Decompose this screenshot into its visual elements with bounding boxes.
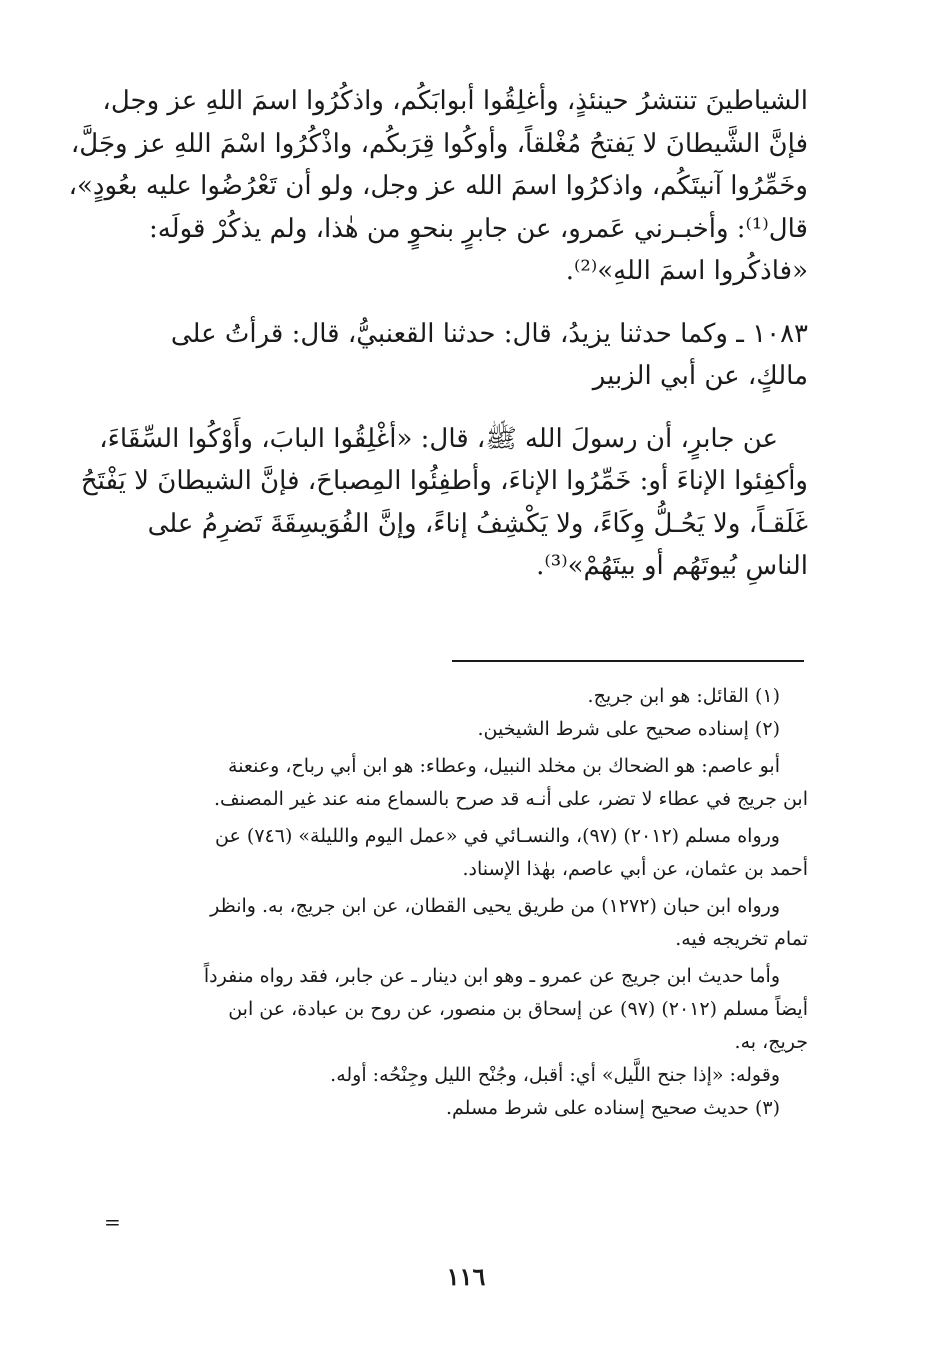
footnote-line: ورواه ابن حبان (١٢٧٢) من طريق يحيى القطان، عن ابن جريج، به. وانظر xyxy=(210,895,780,917)
main-line: الشياطينَ تنتشرُ حينئذٍ، وأغلِقُوا أبوابَكُم، واذكُرُوا اسمَ اللهِ عز وجل، xyxy=(102,86,808,116)
footnote-line: جريج، به. xyxy=(734,1031,808,1053)
main-line: قال⁽¹⁾: وأخبـرني عَمرو، عن جابرٍ بنحوٍ من هٰذا، ولم يذكُرْ قولَه: xyxy=(148,213,808,244)
footnotes xyxy=(100,680,808,1125)
hadith-number-line: مالكٍ، عن أبي الزبير xyxy=(592,361,808,391)
footnote-line: أيضاً مسلم (٢٠١٢) (٩٧) عن إسحاق بن منصور، عن روح بن عبادة، عن ابن xyxy=(228,998,808,1020)
footnote-divider xyxy=(452,660,804,662)
main-line: وخَمِّرُوا آنيتَكُم، واذكرُوا اسمَ الله عز وجل، ولو أن تَعْرُضُوا عليه بعُودٍ»، xyxy=(68,171,808,201)
hadith-number-line: ١٠٨٣ ـ وكما حدثنا يزيدُ، قال: حدثنا القعنبيُّ، قال: قرأتُ على xyxy=(170,318,808,349)
footnote-line: وأما حديث ابن جريج عن عمرو ـ وهو ابن دينار ـ عن جابر، فقد رواه منفرداً xyxy=(203,965,780,987)
hadith-body-line: عن جابرٍ، أن رسولَ الله ﷺ، قال: «أغْلِقُوا البابَ، وأَوْكُوا السِّقَاءَ، xyxy=(99,423,778,454)
footnote-line: أحمد بن عثمان، عن أبي عاصم، بهٰذا الإسناد. xyxy=(462,858,808,880)
footnote-line: (٣) حديث صحيح إسناده على شرط مسلم. xyxy=(445,1097,780,1119)
hadith-body-line: غَلَقـاً، ولا يَحُـلُّ وِكَاءً، ولا يَكْشِفُ إناءً، وإنَّ الفُوَيسِقَةَ تَضرِمُ على xyxy=(147,508,808,539)
footnote-line: ابن جريج في عطاء لا تضر، على أنـه قد صرح بالسماع منه عند غير المصنف. xyxy=(213,788,808,810)
continuation-mark: = xyxy=(104,1210,121,1234)
footnote-line: ورواه مسلم (٢٠١٢) (٩٧)، والنسـائي في «عمل اليوم والليلة» (٧٤٦) عن xyxy=(215,825,780,847)
footnote-line: أبو عاصم: هو الضحاك بن مخلد النبيل، وعطاء: هو ابن أبي رباح، وعنعنة xyxy=(228,755,780,777)
hadith-body-line: وأكفِئوا الإناءَ أو: خَمِّرُوا الإناءَ، وأطفِئُوا المِصباحَ، فإنَّ الشيطانَ لا يَفْتَحُ xyxy=(80,466,808,496)
main-line: «فاذكُروا اسمَ اللهِ»⁽²⁾. xyxy=(565,256,808,286)
page-number: ١١٦ xyxy=(446,1262,486,1291)
footnote-line: (٢) إسناده صحيح على شرط الشيخين. xyxy=(477,718,780,740)
footnote-line: تمام تخريجه فيه. xyxy=(675,928,808,950)
footnote-line: وقوله: «إذا جنح اللَّيل» أي: أقبل، وجُنْح الليل وجِنْحُه: أوله. xyxy=(330,1064,780,1086)
hadith-body-line: الناسِ بُيوتَهُم أو بيتَهُمْ»⁽³⁾. xyxy=(536,551,808,581)
footnote-line: (١) القائل: هو ابن جريج. xyxy=(587,685,780,707)
main-line: فإنَّ الشَّيطانَ لا يَفتحُ مُغْلقاً، وأوكُوا قِرَبكُم، واذْكُرُوا اسْمَ اللهِ عز وجَلَّ، xyxy=(70,128,808,159)
main-text xyxy=(68,80,808,588)
